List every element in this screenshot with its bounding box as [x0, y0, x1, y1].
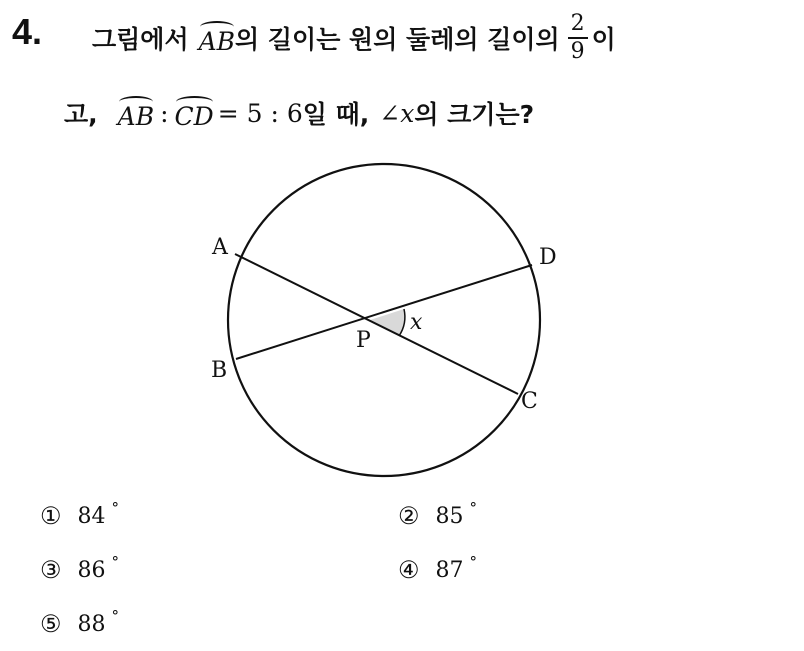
degree-unit: °: [111, 499, 120, 517]
choice-value: 88: [77, 611, 106, 637]
answer-choice-4[interactable]: [398, 553, 478, 584]
point-d-label: D: [539, 245, 557, 270]
ratio-value: = 5 : 6: [217, 98, 303, 128]
degree-unit: °: [469, 553, 478, 571]
arc-cd-label: CD: [175, 96, 214, 131]
choice-mark: ③: [40, 556, 62, 584]
choice-value: 84: [77, 503, 106, 529]
question-text-segment: 의 크기는?: [414, 100, 535, 129]
degree-unit: °: [111, 607, 120, 625]
angle-symbol: ∠: [379, 98, 401, 128]
choice-mark: ①: [40, 502, 62, 530]
degree-unit: °: [469, 499, 478, 517]
question-text-segment: 의 길이는 원의 둘레의 길이의: [235, 25, 560, 54]
answer-choice-2[interactable]: [398, 499, 478, 530]
question-number: 4.: [12, 11, 43, 52]
answer-choice-3[interactable]: [40, 553, 120, 584]
choice-value: 86: [77, 557, 106, 583]
fraction-numerator: 2: [570, 11, 585, 36]
choice-value: 87: [435, 557, 464, 583]
angle-variable: x: [400, 98, 415, 128]
chord-bd: [236, 265, 532, 359]
point-a-label: A: [212, 235, 228, 260]
arc-ab-label: AB: [118, 96, 154, 131]
answer-choice-1[interactable]: [40, 499, 120, 530]
answer-choice-5[interactable]: [40, 607, 120, 638]
point-p-label: P: [356, 328, 371, 353]
ratio-colon: :: [160, 98, 169, 128]
fraction-denominator: 9: [570, 39, 585, 64]
arc-ab-label: AB: [199, 21, 235, 56]
point-b-label: B: [211, 358, 228, 383]
degree-unit: °: [111, 553, 120, 571]
choice-mark: ⑤: [40, 610, 62, 638]
question-text-segment: 그림에서: [92, 25, 189, 54]
choice-mark: ②: [398, 502, 420, 530]
question-text-segment: 일 때,: [302, 100, 370, 129]
chord-ac: [235, 254, 518, 394]
question-text-segment: 고,: [64, 100, 98, 129]
choice-value: 85: [435, 503, 464, 529]
angle-x-label: x: [410, 310, 423, 335]
question-text-segment: 이: [591, 25, 616, 54]
choice-mark: ④: [398, 556, 420, 584]
point-c-label: C: [521, 389, 538, 414]
